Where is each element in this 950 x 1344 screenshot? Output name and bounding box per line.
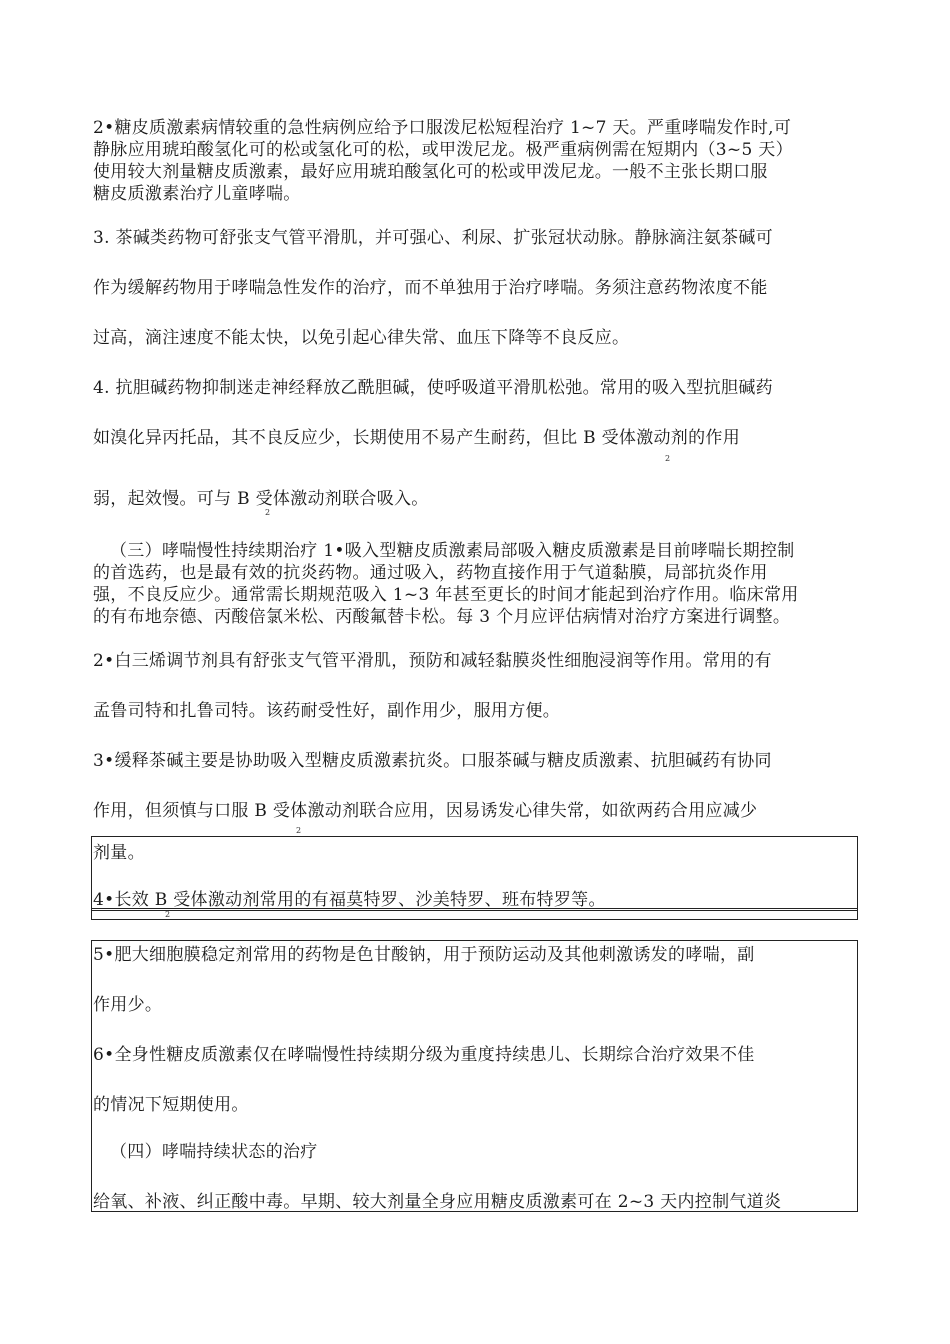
para-7-line-3: 剂量。 xyxy=(93,843,145,863)
para-4-line-3: 弱，起效慢。可与 B 受体激动剂联合吸入。 xyxy=(93,489,429,509)
para-4-line-2: 如溴化异丙托品，其不良反应少，长期使用不易产生耐药，但比 B 受体激动剂的作用 xyxy=(93,428,740,448)
subscript-2: 2 xyxy=(665,454,671,463)
para-7-line-1: 3•缓释茶碱主要是协助吸入型糖皮质激素抗炎。口服茶碱与糖皮质激素、抗胆碱药有协同 xyxy=(93,751,772,771)
para-2-line-4: 糖皮质激素治疗儿童哮喘。 xyxy=(93,184,301,204)
para-9-line-1: 5•肥大细胞膜稳定剂常用的药物是色甘酸钠，用于预防运动及其他刺激诱发的哮喘，副 xyxy=(93,945,755,965)
para-7-line-2: 作用，但须慎与口服 B 受体激动剂联合应用，因易诱发心律失常，如欲两药合用应减少 xyxy=(93,801,758,821)
table-box-2 xyxy=(91,940,858,1212)
para-3-line-3: 过高，滴注速度不能太快，以免引起心律失常、血压下降等不良反应。 xyxy=(93,328,630,348)
para-5-line-3: 强，不良反应少。通常需长期规范吸入 1~3 年甚至更长的时间才能起到治疗作用。临床常用 xyxy=(93,585,799,605)
para-10-line-2: 的情况下短期使用。 xyxy=(93,1095,249,1115)
para-4-line-1: 4. 抗胆碱药物抑制迷走神经释放乙酰胆碱，使呼吸道平滑肌松弛。常用的吸入型抗胆碱药 xyxy=(93,378,773,398)
section-heading-4: （四）哮喘持续状态的治疗 xyxy=(110,1142,318,1162)
para-6-line-2: 孟鲁司特和扎鲁司特。该药耐受性好，副作用少，服用方便。 xyxy=(93,701,561,721)
para-9-line-2: 作用少。 xyxy=(93,995,163,1015)
para-12-line-1: 给氧、补液、纠正酸中毒。早期、较大剂量全身应用糖皮质激素可在 2~3 天内控制气道炎 xyxy=(93,1192,782,1212)
subscript-2: 2 xyxy=(296,826,302,835)
para-2-line-2: 静脉应用琥珀酸氢化可的松或氢化可的松，或甲泼尼龙。极严重病例需在短期内（3~5 天） xyxy=(93,140,793,160)
para-8-line-1: 4•长效 B 受体激动剂常用的有福莫特罗、沙美特罗、班布特罗等。 xyxy=(93,890,606,910)
para-2-line-3: 使用较大剂量糖皮质激素，最好应用琥珀酸氢化可的松或甲泼尼龙。一般不主张长期口服 xyxy=(93,162,768,182)
para-3-line-1: 3. 茶碱类药物可舒张支气管平滑肌，并可强心、利尿、扩张冠状动脉。静脉滴注氨茶碱可 xyxy=(93,228,773,248)
para-5-line-1: （三）哮喘慢性持续期治疗 1•吸入型糖皮质激素局部吸入糖皮质激素是目前哮喘长期控制 xyxy=(110,541,795,561)
subscript-2: 2 xyxy=(265,508,271,517)
para-6-line-1: 2•白三烯调节剂具有舒张支气管平滑肌，预防和减轻黏膜炎性细胞浸润等作用。常用的有 xyxy=(93,651,772,671)
para-2-line-1: 2•糖皮质激素病情较重的急性病例应给予口服泼尼松短程治疗 1~7 天。严重哮喘发作时,可 xyxy=(93,118,792,138)
para-3-line-2: 作为缓解药物用于哮喘急性发作的治疗，而不单独用于治疗哮喘。务须注意药物浓度不能 xyxy=(93,278,768,298)
subscript-2: 2 xyxy=(165,910,171,919)
para-10-line-1: 6•全身性糖皮质激素仅在哮喘慢性持续期分级为重度持续患儿、长期综合治疗效果不佳 xyxy=(93,1045,755,1065)
para-5-line-2: 的首选药，也是最有效的抗炎药物。通过吸入，药物直接作用于气道黏膜，局部抗炎作用 xyxy=(93,563,768,583)
para-5-line-4: 的有布地奈德、丙酸倍氯米松、丙酸氟替卡松。每 3 个月应评估病情对治疗方案进行调整。 xyxy=(93,607,791,627)
